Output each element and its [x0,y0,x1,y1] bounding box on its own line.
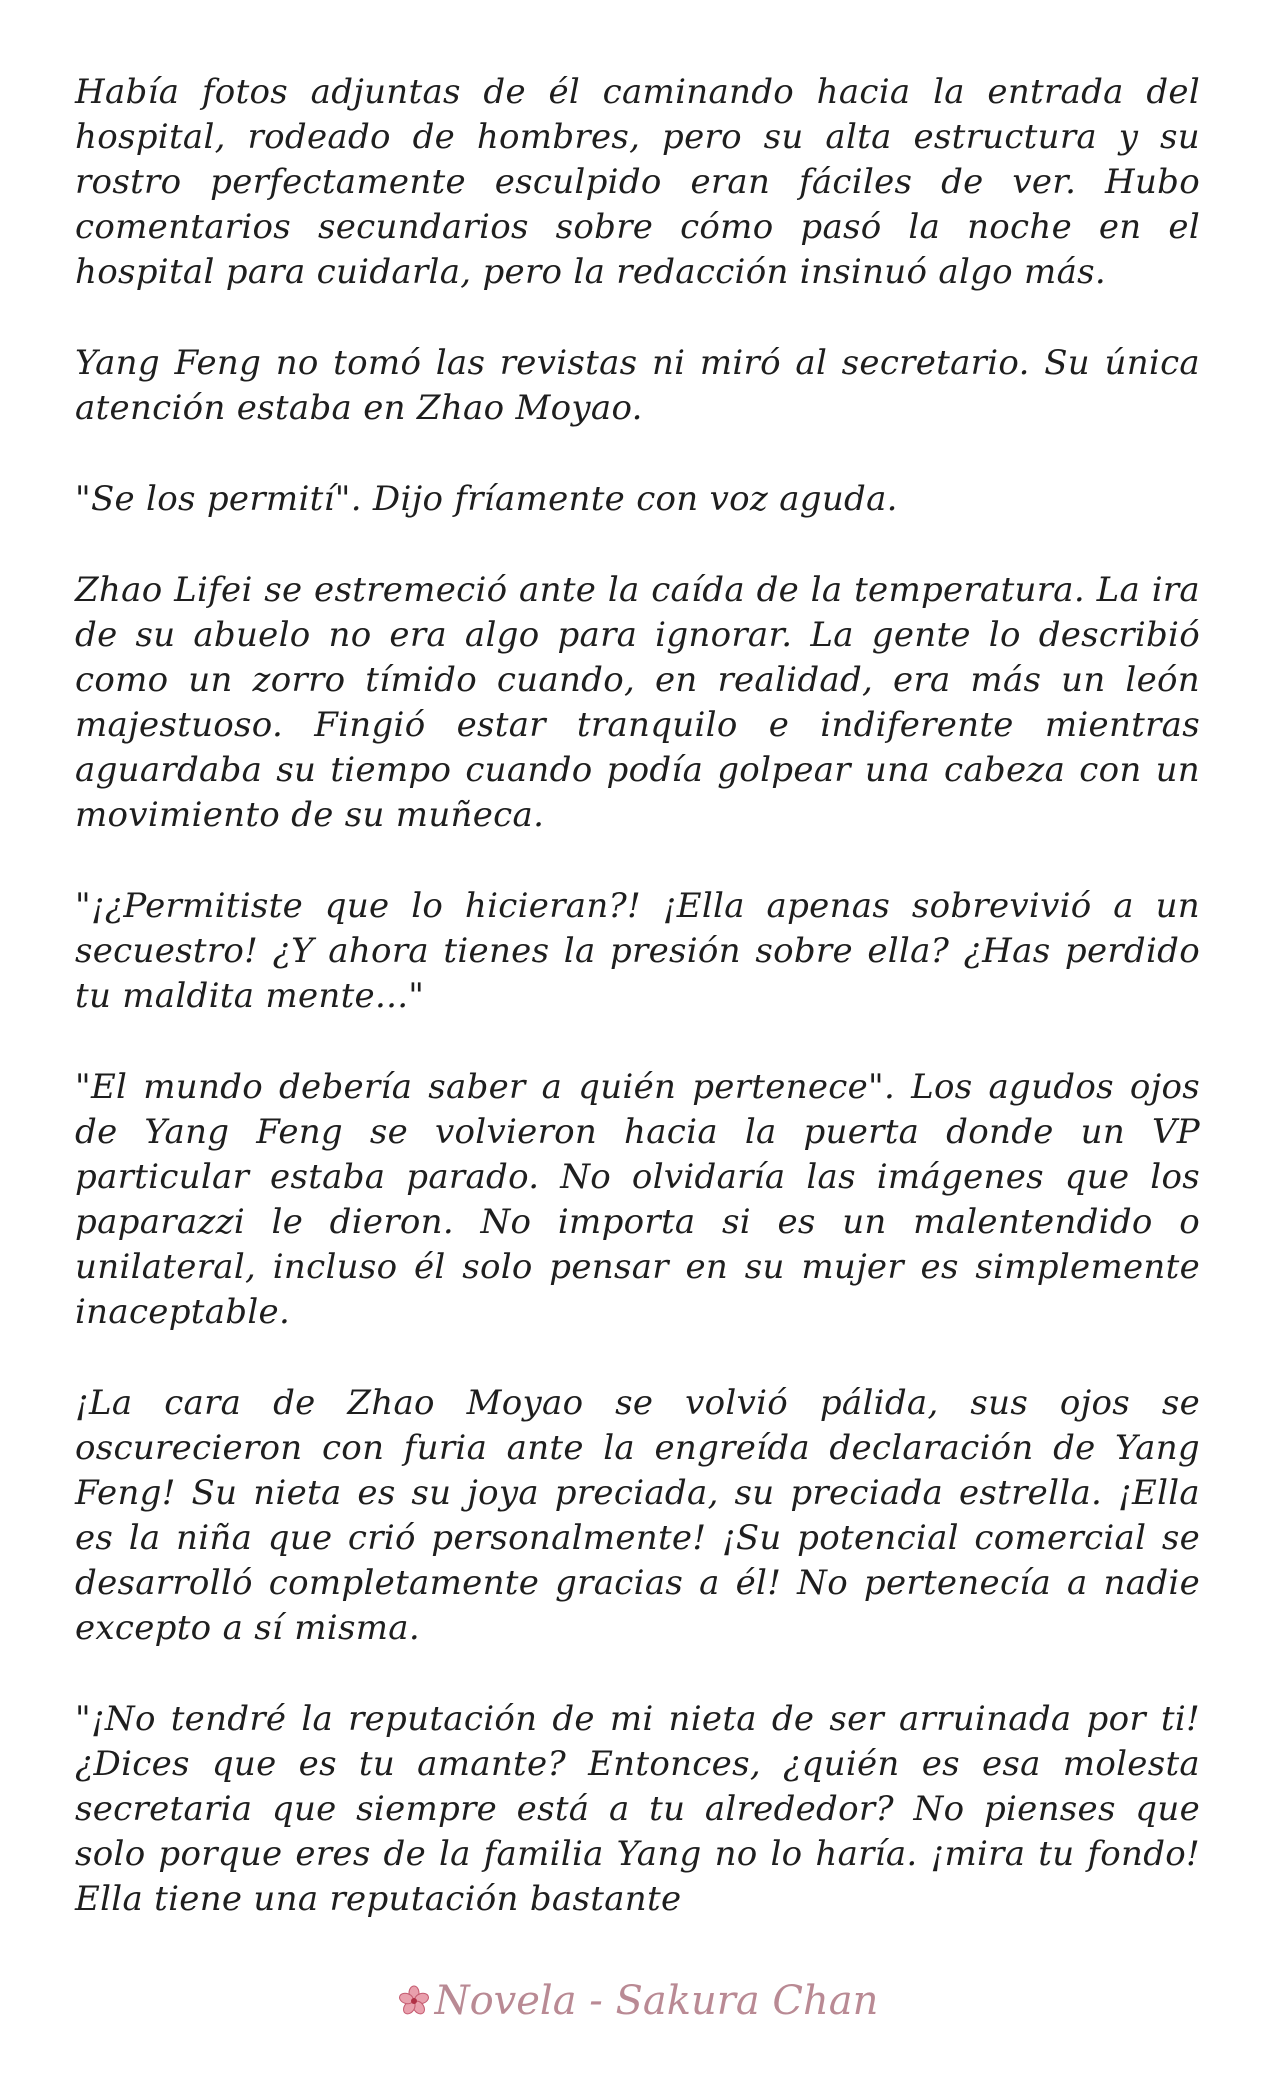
watermark-text: Novela - Sakura Chan [434,1978,879,2024]
paragraph-3: "Se los permití". Dijo fríamente con voz aguda. [75,479,898,519]
paragraph-5: "¡¿Permitiste que lo hicieran?! ¡Ella apenas sobrevivió a un secuestro! ¿Y ahora tienes la presión sobre ella? ¿Has perdido tu maldita mente..." [75,886,1200,1016]
paragraph-6: "El mundo debería saber a quién pertenece". Los agudos ojos de Yang Feng se volvieron hacia la puerta donde un VP particular estaba parado. No olvidaría las imágenes que los paparazzi le dieron. No importa si es un malentendido o unilateral, incluso él solo pensar en su mujer es simplemente inaceptable. [75,1067,1200,1332]
sakura-flower-icon [397,1982,431,2016]
paragraph-4: Zhao Lifei se estremeció ante la caída de la temperatura. La ira de su abuelo no era algo para ignorar. La gente lo describió como un zorro tímido cuando, en realidad, era más un león majestuoso. Fingió estar tranquilo e indiferente mientras aguardaba su tiempo cuando podía golpear una cabeza con un movimiento de su muñeca. [75,570,1200,835]
paragraph-7: ¡La cara de Zhao Moyao se volvió pálida, sus ojos se oscurecieron con furia ante la engreída declaración de Yang Feng! Su nieta es su joya preciada, su preciada estrella. ¡Ella es la niña que crió personalmente! ¡Su potencial comercial se desarrolló completamente gracias a él! No pertenecía a nadie excepto a sí misma. [75,1383,1200,1648]
document-page [75,70,1200,1922]
paragraph-8: "¡No tendré la reputación de mi nieta de ser arruinada por ti! ¿Dices que es tu amante? Entonces, ¿quién es esa molesta secretaria que siempre está a tu alrededor? No pienses que solo porque eres de la familia Yang no lo haría. ¡mira tu fondo! Ella tiene una reputación bastante [75,1699,1200,1919]
watermark [0,1978,1275,2024]
paragraph-1: Había fotos adjuntas de él caminando hacia la entrada del hospital, rodeado de hombres, pero su alta estructura y su rostro perfectamente esculpido eran fáciles de ver. Hubo comentarios secundarios sobre cómo pasó la noche en el hospital para cuidarla, pero la redacción insinuó algo más. [75,72,1200,292]
paragraph-2: Yang Feng no tomó las revistas ni miró al secretario. Su única atención estaba en Zhao Moyao. [75,343,1200,428]
